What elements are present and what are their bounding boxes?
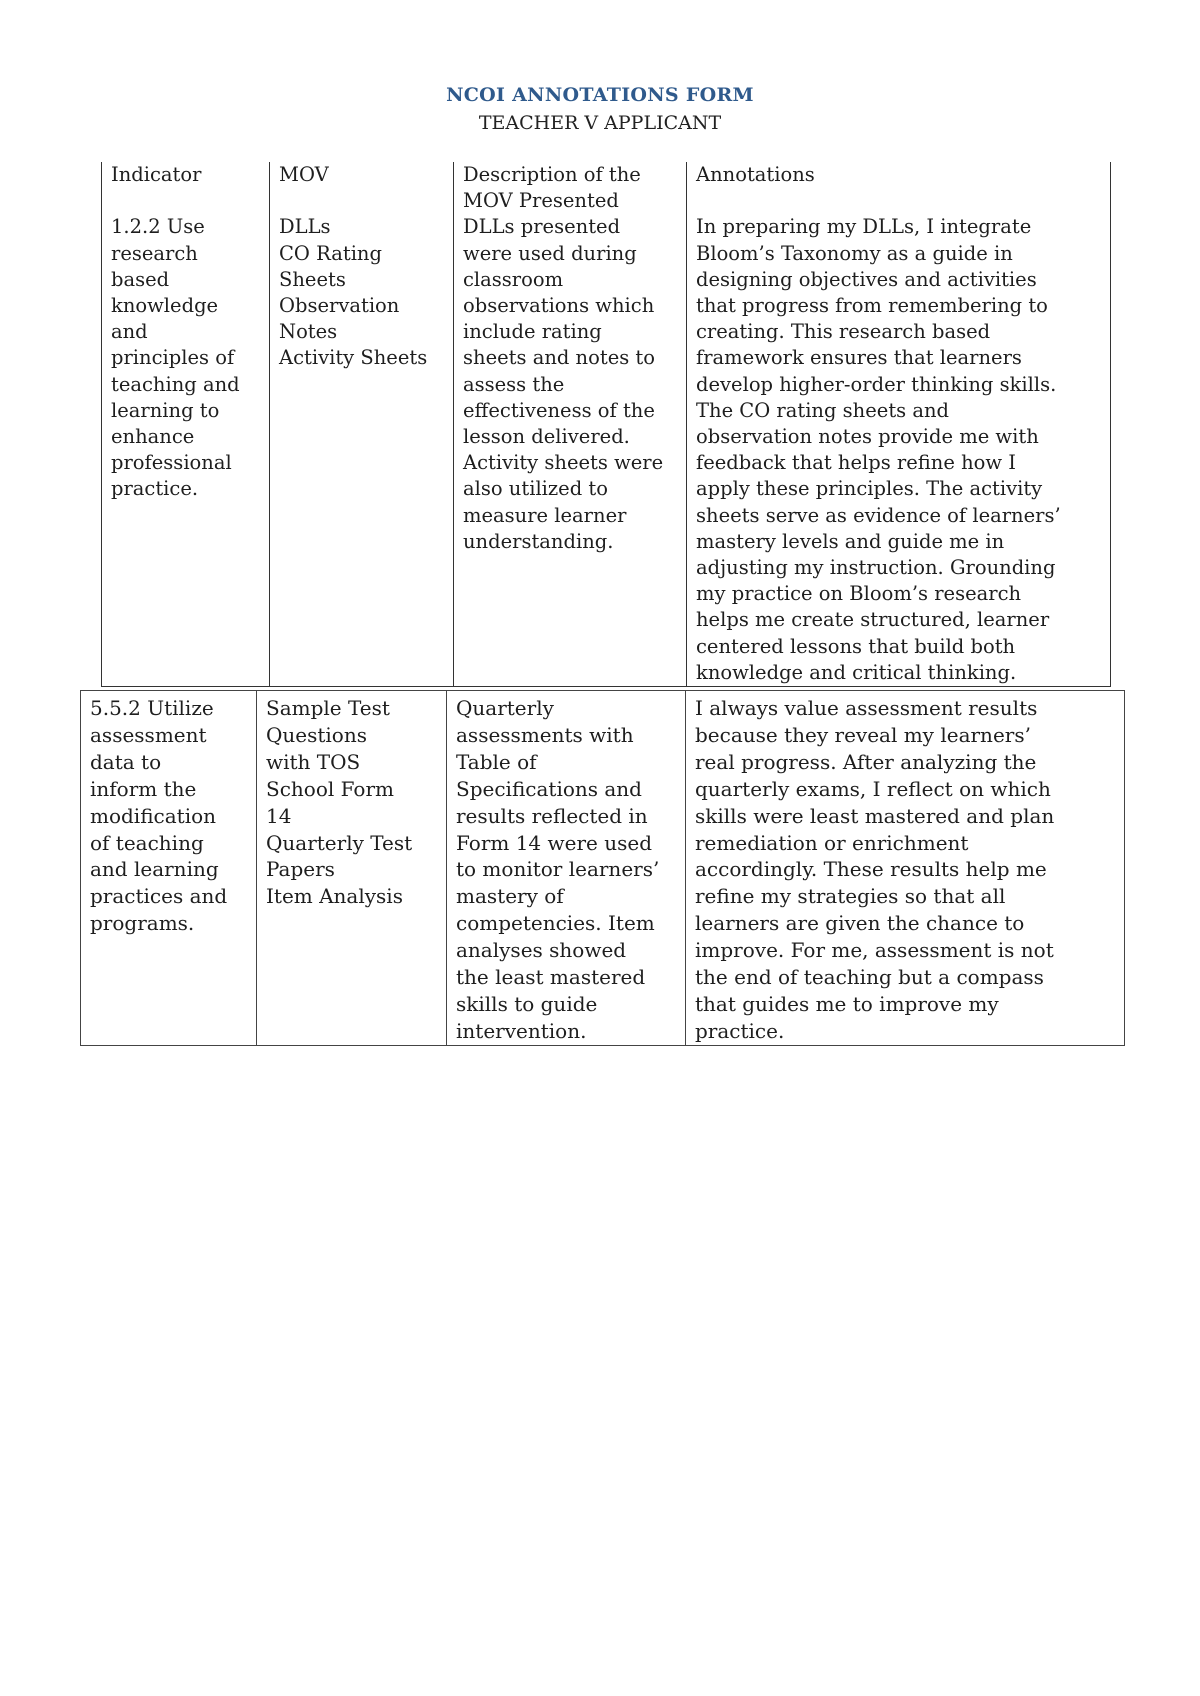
cell-text-line: and — [111, 320, 148, 344]
header-description — [454, 162, 687, 214]
cell-text-line: classroom — [463, 267, 564, 291]
table-header-row — [102, 162, 1111, 214]
cell-text-line: assessments with — [456, 722, 634, 747]
cell-text-line: develop higher-order thinking skills. — [696, 372, 1057, 396]
header-indicator — [102, 162, 270, 214]
cell-text-line: Notes — [279, 320, 338, 344]
cell-text-line: School Form — [266, 776, 394, 801]
cell-text-line: 5.5.2 Utilize — [90, 696, 214, 720]
cell-text-line: 1.2.2 Use — [111, 215, 205, 239]
cell-text-line: skills to guide — [456, 991, 598, 1016]
cell-text-line: measure learner — [463, 503, 627, 527]
cell-text-line: observations which — [463, 294, 655, 318]
form-title: NCOI ANNOTATIONS FORM — [446, 84, 754, 106]
cell-text-line: and learning — [90, 857, 219, 882]
cell-text-line: Item Analysis — [266, 884, 403, 909]
cell-text-line: MOV Presented — [463, 189, 619, 213]
cell-text-line: were used during — [463, 241, 637, 265]
cell-text-line: refine my strategies so that all — [695, 884, 1006, 909]
cell-text-line: Activity sheets were — [463, 451, 664, 475]
cell-text-line: of teaching — [90, 830, 204, 855]
cell-text-line: Observation — [279, 294, 400, 318]
cell-text-line: creating. This research based — [696, 320, 991, 344]
cell-text-line: analyses showed — [456, 938, 627, 963]
cell-text-line: include rating — [463, 320, 602, 344]
cell-text-line: CO Rating — [279, 241, 382, 265]
cell-text-line: Description of the — [463, 163, 641, 186]
cell-text-line: Questions — [266, 722, 367, 747]
cell-text-line: Sheets — [279, 267, 346, 291]
cell-text-line: apply these principles. The activity — [696, 477, 1043, 501]
indicator-cell — [102, 214, 270, 686]
header-mov — [270, 162, 454, 214]
annotations-table-1 — [101, 162, 1111, 687]
cell-text-line: results reflected in — [456, 803, 648, 828]
form-header — [0, 84, 1200, 134]
cell-text-line: enhance — [111, 425, 195, 449]
table-row — [102, 214, 1111, 686]
cell-text-line: my practice on Bloom’s research — [696, 582, 1022, 606]
cell-text-line: Papers — [266, 857, 335, 882]
cell-text-line: Activity Sheets — [279, 346, 428, 370]
cell-text-line: inform the — [90, 776, 197, 801]
annotations-cell — [687, 214, 1111, 686]
cell-text-line: programs. — [90, 911, 195, 936]
cell-text-line: observation notes provide me with — [696, 425, 1039, 449]
cell-text-line: real progress. After analyzing the — [695, 749, 1037, 774]
cell-text-line: sheets and notes to — [463, 346, 656, 370]
cell-text-line: the end of teaching but a compass — [695, 965, 1044, 990]
cell-text-line: Form 14 were used — [456, 830, 653, 855]
cell-text-line: feedback that helps refine how I — [696, 451, 1016, 475]
cell-text-line: knowledge and critical thinking. — [696, 660, 1017, 684]
cell-text-line: practice. — [111, 477, 199, 501]
cell-text-line: assess the — [463, 372, 565, 396]
annotations-cell — [686, 691, 1125, 1046]
cell-text-line: learning to — [111, 398, 220, 422]
mov-cell — [257, 691, 447, 1046]
cell-text-line: Indicator — [111, 163, 202, 186]
cell-text-line: Sample Test — [266, 696, 390, 720]
cell-text-line: Bloom’s Taxonomy as a guide in — [696, 241, 1013, 265]
cell-text-line: centered lessons that build both — [696, 634, 1016, 658]
cell-text-line: improve. For me, assessment is not — [695, 938, 1054, 963]
cell-text-line: with TOS — [266, 749, 361, 774]
cell-text-line: data to — [90, 749, 162, 774]
cell-text-line: DLLs — [279, 215, 331, 239]
cell-text-line: MOV — [279, 163, 329, 186]
description-cell — [447, 691, 686, 1046]
cell-text-line: designing objectives and activities — [696, 267, 1037, 291]
annotations-table-2 — [80, 690, 1125, 1046]
cell-text-line: Annotations — [696, 163, 815, 186]
cell-text-line: practices and — [90, 884, 228, 909]
form-subtitle: TEACHER V APPLICANT — [478, 112, 722, 134]
cell-text-line: modification — [90, 803, 217, 828]
cell-text-line: Quarterly — [456, 696, 554, 720]
cell-text-line: that progress from remembering to — [696, 294, 1048, 318]
cell-text-line: research — [111, 241, 198, 265]
cell-text-line: I always value assessment results — [695, 696, 1038, 720]
cell-text-line: that guides me to improve my — [695, 991, 999, 1016]
mov-cell — [270, 214, 454, 686]
cell-text-line: intervention. — [456, 1018, 587, 1043]
cell-text-line: helps me create structured, learner — [696, 608, 1050, 632]
cell-text-line: quarterly exams, I reflect on which — [695, 776, 1051, 801]
table-row — [81, 691, 1125, 1046]
cell-text-line: principles of — [111, 346, 235, 370]
cell-text-line: lesson delivered. — [463, 425, 630, 449]
cell-text-line: understanding. — [463, 529, 614, 553]
cell-text-line: the least mastered — [456, 965, 646, 990]
cell-text-line: remediation or enrichment — [695, 830, 969, 855]
cell-text-line: Quarterly Test — [266, 830, 413, 855]
cell-text-line: effectiveness of the — [463, 398, 655, 422]
cell-text-line: because they reveal my learners’ — [695, 722, 1031, 747]
cell-text-line: practice. — [695, 1018, 785, 1043]
cell-text-line: accordingly. These results help me — [695, 857, 1047, 882]
cell-text-line: In preparing my DLLs, I integrate — [696, 215, 1032, 239]
cell-text-line: to monitor learners’ — [456, 857, 660, 882]
cell-text-line: The CO rating sheets and — [696, 398, 950, 422]
cell-text-line: knowledge — [111, 294, 219, 318]
cell-text-line: adjusting my instruction. Grounding — [696, 556, 1056, 580]
cell-text-line: Table of — [456, 749, 537, 774]
cell-text-line: mastery of — [456, 884, 564, 909]
cell-text-line: assessment — [90, 722, 207, 747]
cell-text-line: teaching and — [111, 372, 240, 396]
cell-text-line: also utilized to — [463, 477, 608, 501]
cell-text-line: Specifications and — [456, 776, 642, 801]
cell-text-line: learners are given the chance to — [695, 911, 1025, 936]
description-cell — [454, 214, 687, 686]
cell-text-line: competencies. Item — [456, 911, 655, 936]
header-annotations — [687, 162, 1111, 214]
cell-text-line: framework ensures that learners — [696, 346, 1022, 370]
cell-text-line: DLLs presented — [463, 215, 621, 239]
cell-text-line: 14 — [266, 803, 292, 828]
cell-text-line: professional — [111, 451, 232, 475]
indicator-cell — [81, 691, 257, 1046]
cell-text-line: sheets serve as evidence of learners’ — [696, 503, 1061, 527]
cell-text-line: mastery levels and guide me in — [696, 529, 1005, 553]
cell-text-line: based — [111, 267, 170, 291]
cell-text-line: skills were least mastered and plan — [695, 803, 1055, 828]
